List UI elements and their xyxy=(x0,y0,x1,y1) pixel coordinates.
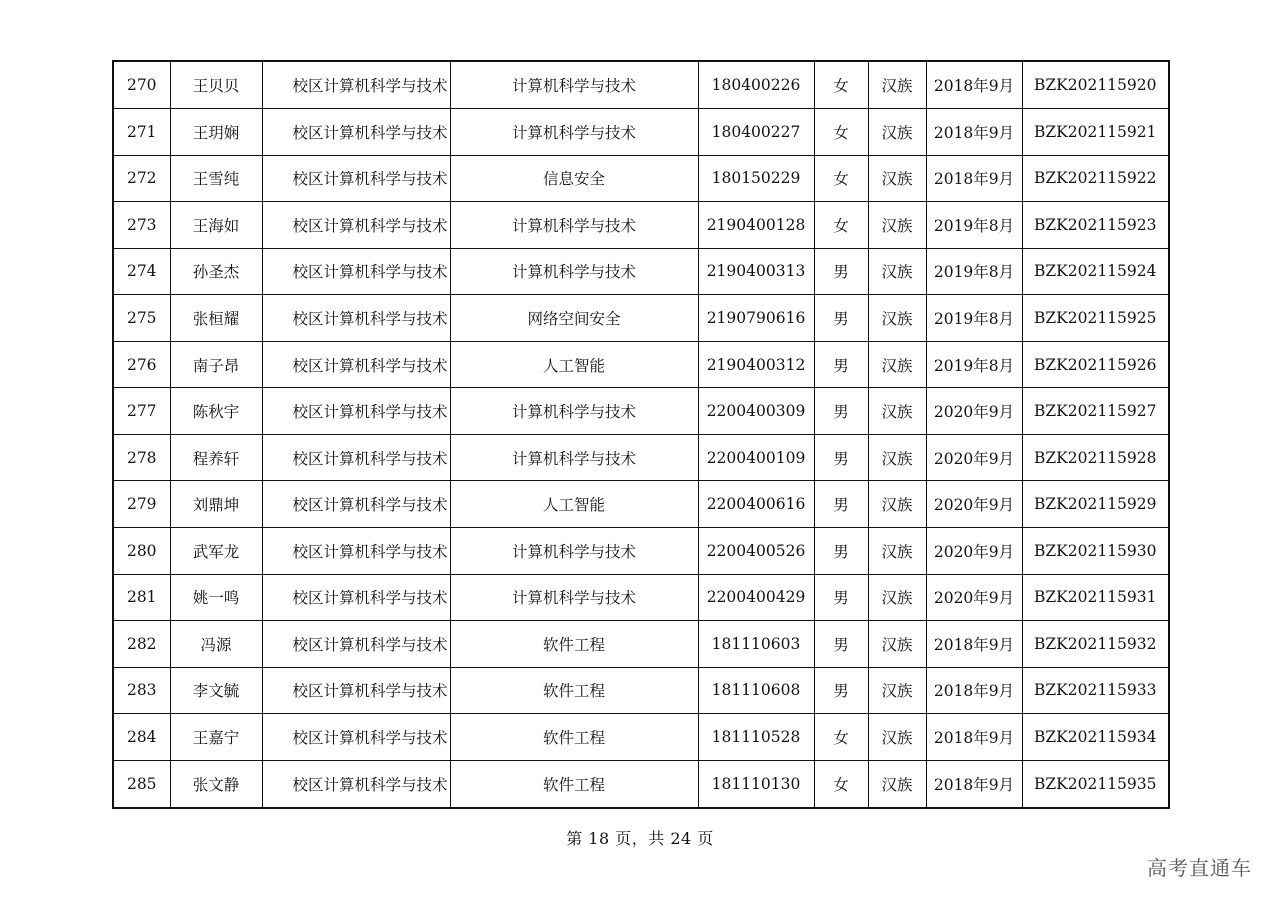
name-cell: 程养轩 xyxy=(170,434,262,481)
ethnicity-cell: 汉族 xyxy=(868,388,926,435)
cert-number-cell: BZK202115923 xyxy=(1022,202,1169,249)
watermark-text: 高考直通车 xyxy=(1147,856,1252,880)
name-cell: 李文毓 xyxy=(170,667,262,714)
student-id-cell: 2190790616 xyxy=(698,295,814,342)
name-cell: 张桓耀 xyxy=(170,295,262,342)
student-table xyxy=(112,60,1170,809)
student-id-cell: 2190400313 xyxy=(698,248,814,295)
student-id-cell: 2190400128 xyxy=(698,202,814,249)
gender-cell: 女 xyxy=(814,109,868,156)
table-row xyxy=(113,714,1169,761)
enroll-date-cell: 2020年9月 xyxy=(926,527,1022,574)
seq-cell: 273 xyxy=(113,202,170,249)
student-id-cell: 181110130 xyxy=(698,760,814,808)
table-row xyxy=(113,574,1169,621)
gender-cell: 男 xyxy=(814,527,868,574)
table-row xyxy=(113,341,1169,388)
cert-number-cell: BZK202115931 xyxy=(1022,574,1169,621)
ethnicity-cell: 汉族 xyxy=(868,202,926,249)
cert-number-cell: BZK202115925 xyxy=(1022,295,1169,342)
cert-number-cell: BZK202115921 xyxy=(1022,109,1169,156)
student-table-body xyxy=(113,61,1169,808)
seq-cell: 276 xyxy=(113,341,170,388)
table-row xyxy=(113,202,1169,249)
cert-number-cell: BZK202115935 xyxy=(1022,760,1169,808)
ethnicity-cell: 汉族 xyxy=(868,109,926,156)
college-cell: 校区计算机科学与技术 xyxy=(262,714,450,761)
major-cell: 计算机科学与技术 xyxy=(450,527,698,574)
college-cell: 校区计算机科学与技术 xyxy=(262,481,450,528)
major-cell: 计算机科学与技术 xyxy=(450,109,698,156)
seq-cell: 284 xyxy=(113,714,170,761)
student-id-cell: 2200400429 xyxy=(698,574,814,621)
cert-number-cell: BZK202115934 xyxy=(1022,714,1169,761)
enroll-date-cell: 2018年9月 xyxy=(926,760,1022,808)
student-id-cell: 181110528 xyxy=(698,714,814,761)
major-cell: 计算机科学与技术 xyxy=(450,574,698,621)
gender-cell: 男 xyxy=(814,434,868,481)
major-cell: 人工智能 xyxy=(450,341,698,388)
name-cell: 王玥娴 xyxy=(170,109,262,156)
gender-cell: 男 xyxy=(814,295,868,342)
major-cell: 计算机科学与技术 xyxy=(450,61,698,109)
gender-cell: 男 xyxy=(814,574,868,621)
ethnicity-cell: 汉族 xyxy=(868,295,926,342)
table-row xyxy=(113,434,1169,481)
seq-cell: 283 xyxy=(113,667,170,714)
seq-cell: 277 xyxy=(113,388,170,435)
college-cell: 校区计算机科学与技术 xyxy=(262,434,450,481)
major-cell: 信息安全 xyxy=(450,155,698,202)
enroll-date-cell: 2019年8月 xyxy=(926,202,1022,249)
cert-number-cell: BZK202115922 xyxy=(1022,155,1169,202)
seq-cell: 282 xyxy=(113,621,170,668)
student-id-cell: 181110603 xyxy=(698,621,814,668)
seq-cell: 280 xyxy=(113,527,170,574)
seq-cell: 270 xyxy=(113,61,170,109)
college-cell: 校区计算机科学与技术 xyxy=(262,667,450,714)
name-cell: 孙圣杰 xyxy=(170,248,262,295)
page-number: 第 18 页，共 24 页 xyxy=(566,829,714,848)
student-id-cell: 180400227 xyxy=(698,109,814,156)
ethnicity-cell: 汉族 xyxy=(868,760,926,808)
enroll-date-cell: 2018年9月 xyxy=(926,667,1022,714)
ethnicity-cell: 汉族 xyxy=(868,527,926,574)
major-cell: 软件工程 xyxy=(450,621,698,668)
ethnicity-cell: 汉族 xyxy=(868,341,926,388)
major-cell: 计算机科学与技术 xyxy=(450,388,698,435)
seq-cell: 271 xyxy=(113,109,170,156)
student-id-cell: 2200400309 xyxy=(698,388,814,435)
table-row xyxy=(113,760,1169,808)
name-cell: 王雪纯 xyxy=(170,155,262,202)
enroll-date-cell: 2019年8月 xyxy=(926,295,1022,342)
major-cell: 软件工程 xyxy=(450,714,698,761)
cert-number-cell: BZK202115932 xyxy=(1022,621,1169,668)
ethnicity-cell: 汉族 xyxy=(868,574,926,621)
ethnicity-cell: 汉族 xyxy=(868,621,926,668)
table-row xyxy=(113,295,1169,342)
ethnicity-cell: 汉族 xyxy=(868,481,926,528)
table-row xyxy=(113,667,1169,714)
gender-cell: 男 xyxy=(814,481,868,528)
student-id-cell: 2200400616 xyxy=(698,481,814,528)
table-row xyxy=(113,481,1169,528)
college-cell: 校区计算机科学与技术 xyxy=(262,109,450,156)
gender-cell: 男 xyxy=(814,248,868,295)
enroll-date-cell: 2020年9月 xyxy=(926,388,1022,435)
college-cell: 校区计算机科学与技术 xyxy=(262,621,450,668)
table-row xyxy=(113,155,1169,202)
major-cell: 网络空间安全 xyxy=(450,295,698,342)
table-row xyxy=(113,527,1169,574)
ethnicity-cell: 汉族 xyxy=(868,434,926,481)
name-cell: 刘鼎坤 xyxy=(170,481,262,528)
name-cell: 陈秋宇 xyxy=(170,388,262,435)
enroll-date-cell: 2018年9月 xyxy=(926,61,1022,109)
name-cell: 王海如 xyxy=(170,202,262,249)
major-cell: 计算机科学与技术 xyxy=(450,202,698,249)
major-cell: 人工智能 xyxy=(450,481,698,528)
gender-cell: 男 xyxy=(814,388,868,435)
cert-number-cell: BZK202115920 xyxy=(1022,61,1169,109)
table-row xyxy=(113,388,1169,435)
name-cell: 姚一鸣 xyxy=(170,574,262,621)
enroll-date-cell: 2018年9月 xyxy=(926,155,1022,202)
college-cell: 校区计算机科学与技术 xyxy=(262,248,450,295)
ethnicity-cell: 汉族 xyxy=(868,155,926,202)
college-cell: 校区计算机科学与技术 xyxy=(262,388,450,435)
table-row xyxy=(113,621,1169,668)
gender-cell: 女 xyxy=(814,61,868,109)
gender-cell: 男 xyxy=(814,621,868,668)
student-id-cell: 2200400526 xyxy=(698,527,814,574)
college-cell: 校区计算机科学与技术 xyxy=(262,760,450,808)
enroll-date-cell: 2018年9月 xyxy=(926,109,1022,156)
gender-cell: 女 xyxy=(814,760,868,808)
enroll-date-cell: 2020年9月 xyxy=(926,481,1022,528)
name-cell: 冯源 xyxy=(170,621,262,668)
enroll-date-cell: 2019年8月 xyxy=(926,248,1022,295)
student-id-cell: 180150229 xyxy=(698,155,814,202)
name-cell: 王贝贝 xyxy=(170,61,262,109)
cert-number-cell: BZK202115928 xyxy=(1022,434,1169,481)
college-cell: 校区计算机科学与技术 xyxy=(262,341,450,388)
college-cell: 校区计算机科学与技术 xyxy=(262,295,450,342)
cert-number-cell: BZK202115926 xyxy=(1022,341,1169,388)
gender-cell: 男 xyxy=(814,667,868,714)
gender-cell: 女 xyxy=(814,202,868,249)
seq-cell: 272 xyxy=(113,155,170,202)
seq-cell: 275 xyxy=(113,295,170,342)
student-table-container xyxy=(112,60,1168,809)
enroll-date-cell: 2019年8月 xyxy=(926,341,1022,388)
seq-cell: 281 xyxy=(113,574,170,621)
seq-cell: 278 xyxy=(113,434,170,481)
student-id-cell: 2190400312 xyxy=(698,341,814,388)
cert-number-cell: BZK202115933 xyxy=(1022,667,1169,714)
student-id-cell: 181110608 xyxy=(698,667,814,714)
enroll-date-cell: 2020年9月 xyxy=(926,574,1022,621)
cert-number-cell: BZK202115924 xyxy=(1022,248,1169,295)
college-cell: 校区计算机科学与技术 xyxy=(262,527,450,574)
college-cell: 校区计算机科学与技术 xyxy=(262,574,450,621)
gender-cell: 男 xyxy=(814,341,868,388)
table-row xyxy=(113,248,1169,295)
student-id-cell: 180400226 xyxy=(698,61,814,109)
cert-number-cell: BZK202115927 xyxy=(1022,388,1169,435)
major-cell: 计算机科学与技术 xyxy=(450,248,698,295)
major-cell: 软件工程 xyxy=(450,667,698,714)
student-id-cell: 2200400109 xyxy=(698,434,814,481)
enroll-date-cell: 2020年9月 xyxy=(926,434,1022,481)
enroll-date-cell: 2018年9月 xyxy=(926,714,1022,761)
college-cell: 校区计算机科学与技术 xyxy=(262,155,450,202)
cert-number-cell: BZK202115929 xyxy=(1022,481,1169,528)
ethnicity-cell: 汉族 xyxy=(868,714,926,761)
name-cell: 南子昂 xyxy=(170,341,262,388)
major-cell: 计算机科学与技术 xyxy=(450,434,698,481)
enroll-date-cell: 2018年9月 xyxy=(926,621,1022,668)
table-row xyxy=(113,61,1169,109)
name-cell: 王嘉宁 xyxy=(170,714,262,761)
ethnicity-cell: 汉族 xyxy=(868,667,926,714)
seq-cell: 285 xyxy=(113,760,170,808)
gender-cell: 女 xyxy=(814,714,868,761)
ethnicity-cell: 汉族 xyxy=(868,61,926,109)
name-cell: 张文静 xyxy=(170,760,262,808)
cert-number-cell: BZK202115930 xyxy=(1022,527,1169,574)
seq-cell: 279 xyxy=(113,481,170,528)
major-cell: 软件工程 xyxy=(450,760,698,808)
seq-cell: 274 xyxy=(113,248,170,295)
college-cell: 校区计算机科学与技术 xyxy=(262,61,450,109)
name-cell: 武军龙 xyxy=(170,527,262,574)
table-row xyxy=(113,109,1169,156)
college-cell: 校区计算机科学与技术 xyxy=(262,202,450,249)
ethnicity-cell: 汉族 xyxy=(868,248,926,295)
gender-cell: 女 xyxy=(814,155,868,202)
